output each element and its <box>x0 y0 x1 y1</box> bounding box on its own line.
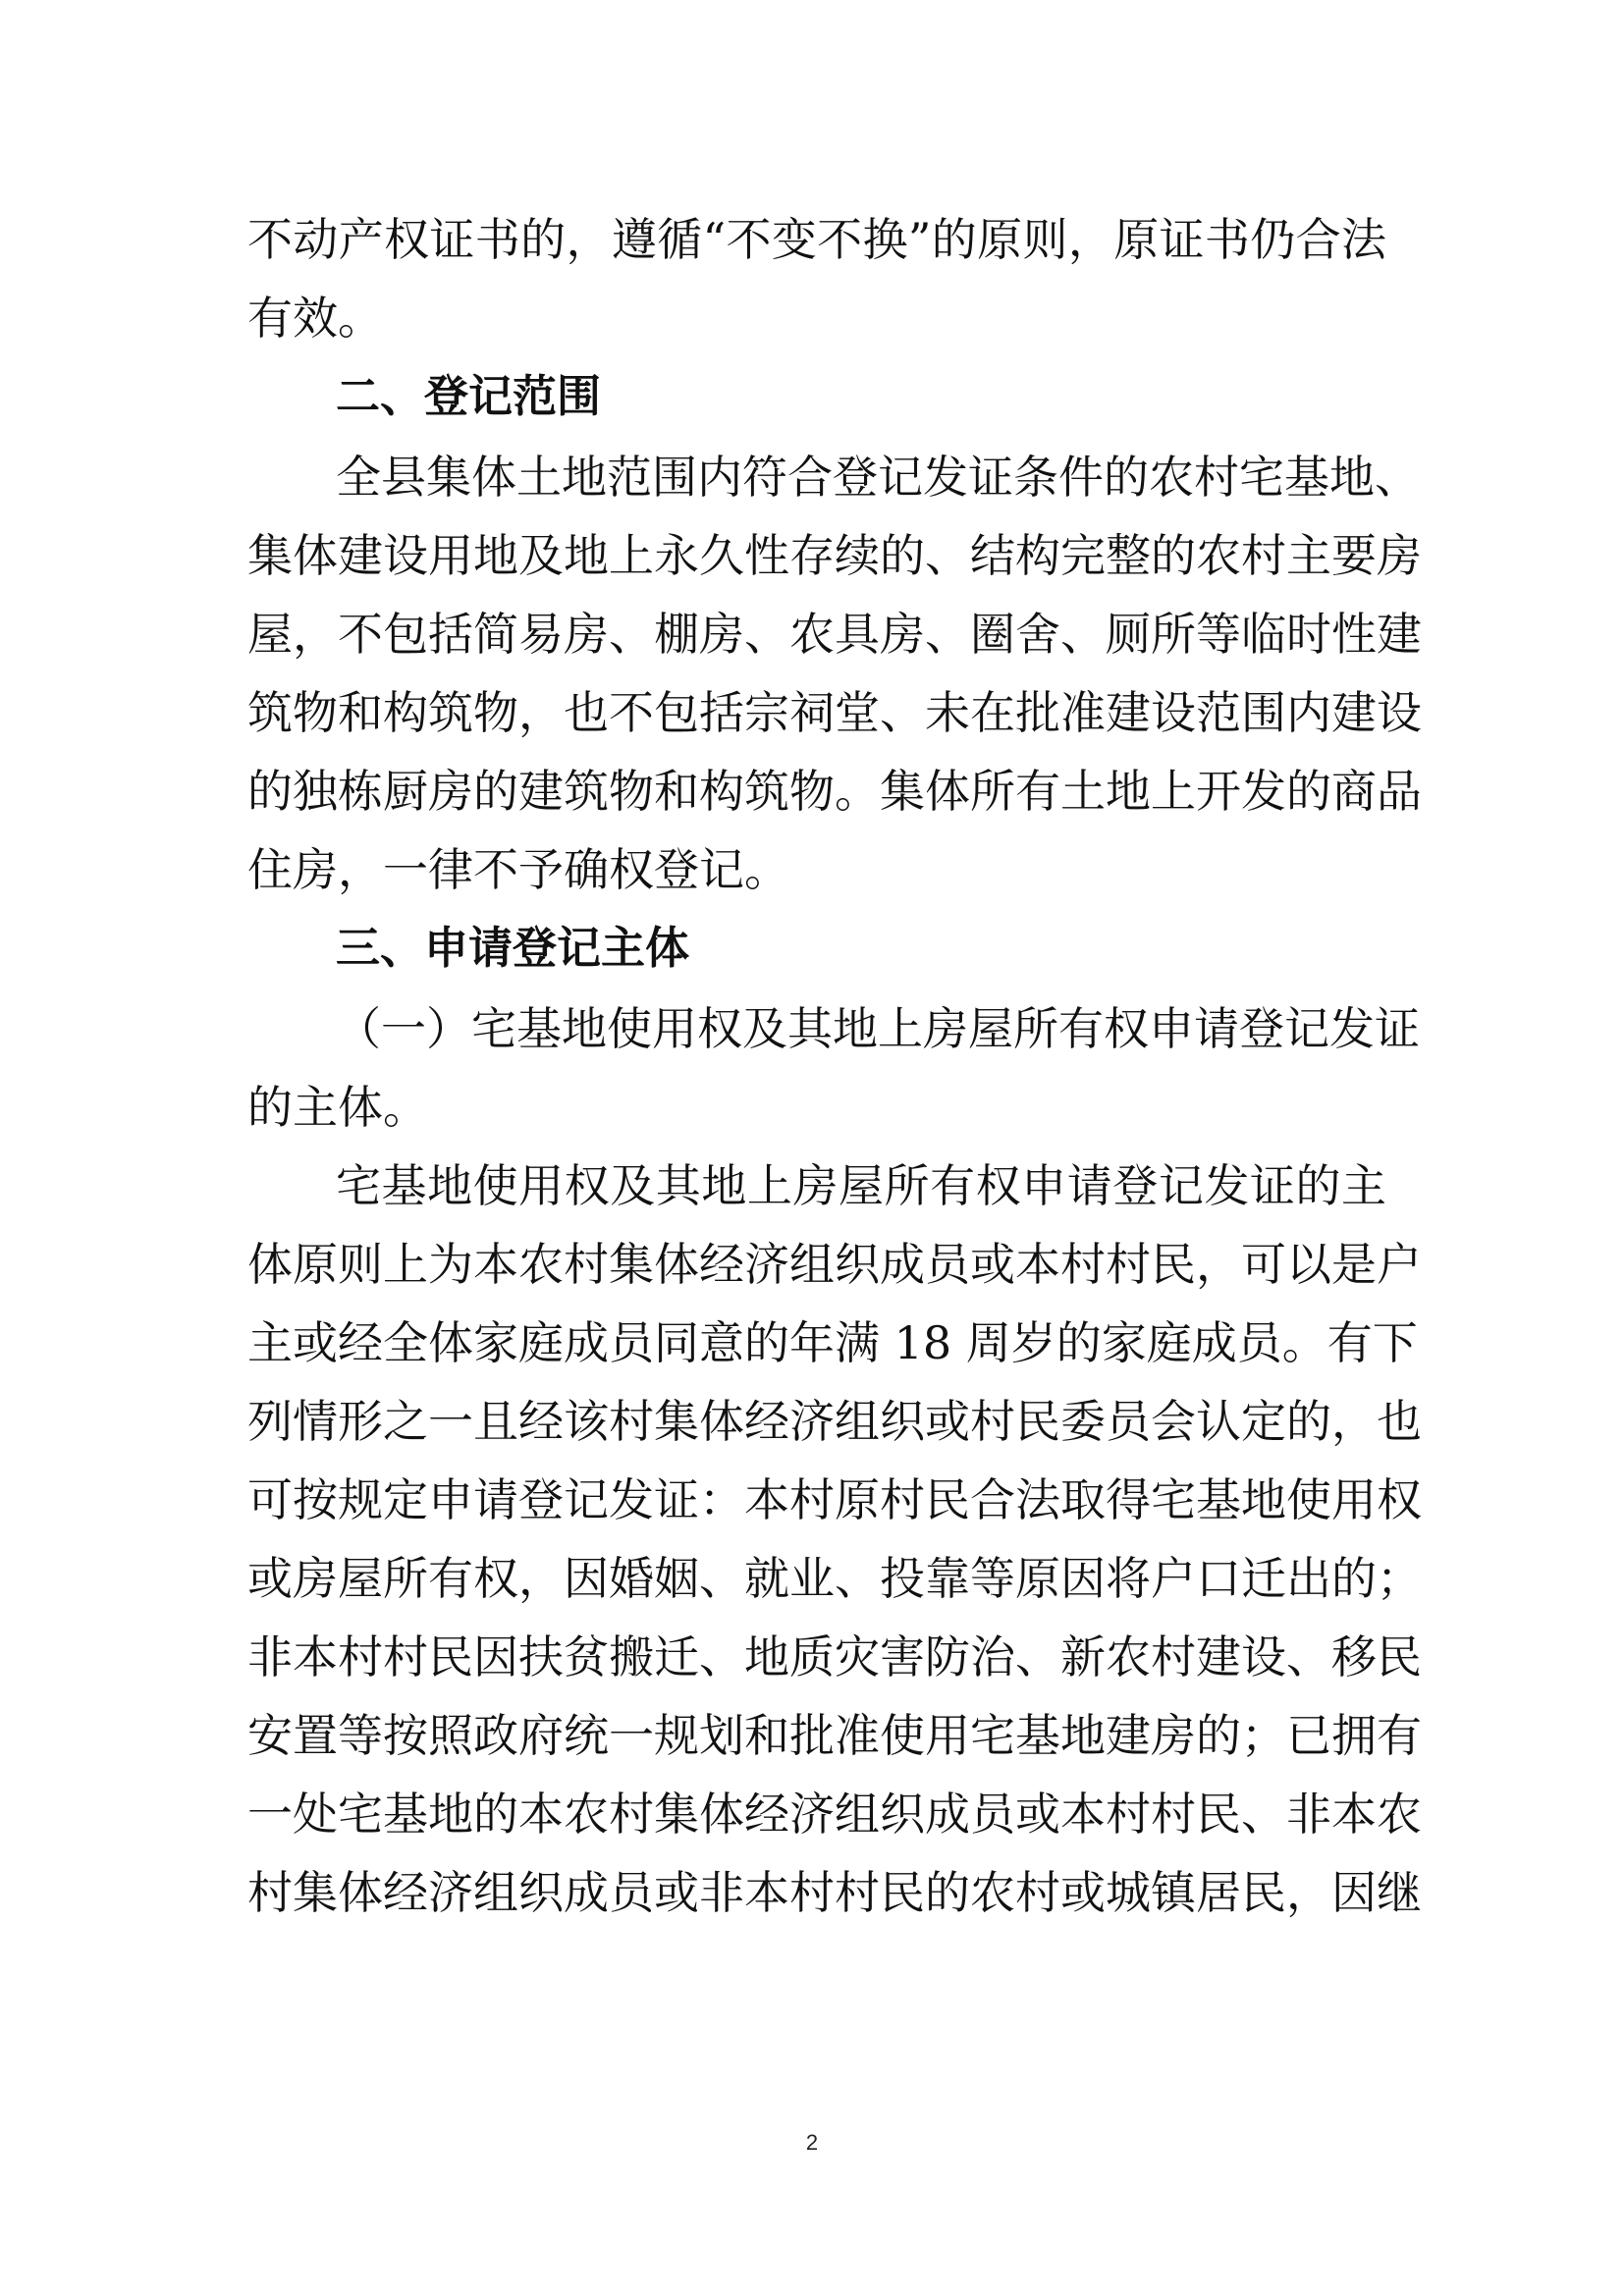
text-line-8: 的独栋厨房的建筑物和构筑物。集体所有土地上开发的商品 <box>247 765 1422 818</box>
text-line-15: 主或经全体家庭成员同意的年满 18 周岁的家庭成员。有下 <box>247 1316 1418 1369</box>
page-number: 2 <box>805 2130 819 2155</box>
section-heading-applicant: 三、申请登记主体 <box>336 922 690 974</box>
text-line-6: 屋，不包括简易房、棚房、农具房、圈舍、厕所等临时性建 <box>247 608 1422 661</box>
text-line-14: 体原则上为本农村集体经济组织成员或本村村民，可以是户 <box>247 1238 1422 1291</box>
text-line-5: 集体建设用地及地上永久性存续的、结构完整的农村主要房 <box>247 529 1422 582</box>
text-line-21: 一处宅基地的本农村集体经济组织成员或本村村民、非本农 <box>247 1788 1422 1841</box>
text-line-16: 列情形之一且经该村集体经济组织或村民委员会认定的，也 <box>247 1395 1422 1448</box>
text-line-12: 的主体。 <box>247 1081 428 1134</box>
text-line-22: 村集体经济组织成员或非本村村民的农村或城镇居民，因继 <box>247 1866 1422 1919</box>
section-heading-registration-scope: 二、登记范围 <box>336 370 602 422</box>
text-line-13: 宅基地使用权及其地上房屋所有权申请登记发证的主 <box>336 1159 1386 1212</box>
text-line-4: 全县集体土地范围内符合登记发证条件的农村宅基地、 <box>336 451 1420 504</box>
text-line-11: （一）宅基地使用权及其地上房屋所有权申请登记发证 <box>336 1002 1420 1055</box>
text-line-17: 可按规定申请登记发证：本村原村民合法取得宅基地使用权 <box>247 1473 1422 1526</box>
text-line-9: 住房，一律不予确权登记。 <box>247 843 789 896</box>
text-line-19: 非本村村民因扶贫搬迁、地质灾害防治、新农村建设、移民 <box>247 1630 1422 1683</box>
text-line-7: 筑物和构筑物，也不包括宗祠堂、未在批准建设范围内建设 <box>247 686 1422 739</box>
text-line-18: 或房屋所有权，因婚姻、就业、投靠等原因将户口迁出的； <box>247 1552 1422 1605</box>
text-line-2: 有效。 <box>247 292 383 345</box>
text-line-20: 安置等按照政府统一规划和批准使用宅基地建房的；已拥有 <box>247 1709 1422 1762</box>
text-line-1: 不动产权证书的，遵循“不变不换”的原则，原证书仍合法 <box>247 213 1386 266</box>
